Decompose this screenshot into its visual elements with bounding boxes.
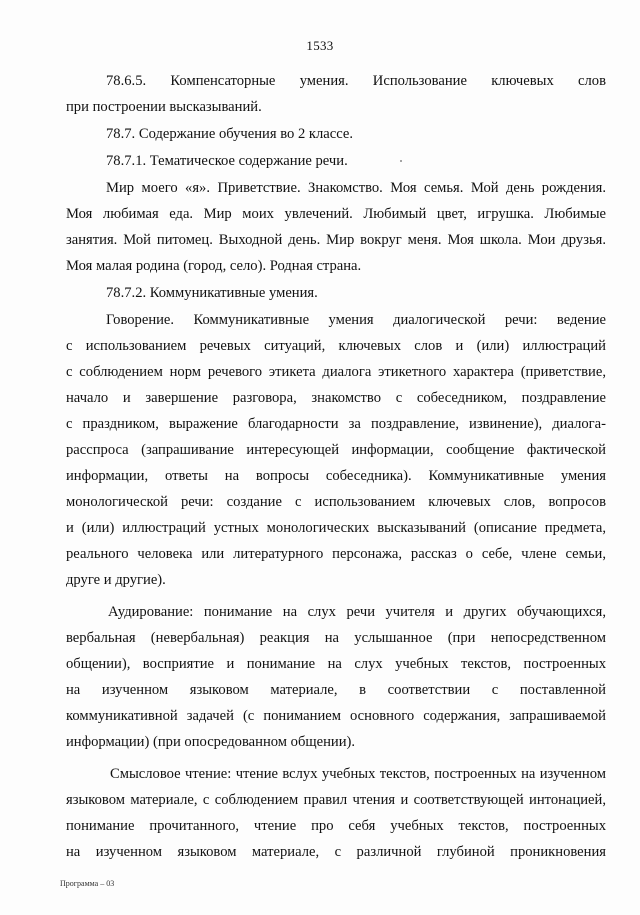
text-line: с соблюдением норм речевого этикета диалога этикетного характера (приветствие, xyxy=(66,364,606,380)
text-line: и (или) иллюстраций устных монологических высказываний (описание предмета, xyxy=(66,520,606,536)
text-line: с использованием речевых ситуаций, ключевых слов и (или) иллюстраций xyxy=(66,338,606,354)
text-line: Аудирование: понимание на слух речи учителя и других обучающихся, xyxy=(108,604,606,620)
text-line: занятия. Мой питомец. Выходной день. Мир вокруг меня. Моя школа. Мои друзья. xyxy=(66,232,606,248)
footer-program-label: Программа – 03 xyxy=(60,879,115,888)
page-number: 1533 xyxy=(306,38,334,53)
text-line: друге и другие). xyxy=(66,572,166,588)
text-line: реального человека или литературного персонажа, рассказ о себе, члене семьи, xyxy=(66,546,606,562)
text-line: информации) (при опосредованном общении). xyxy=(66,734,356,750)
paragraph-listening xyxy=(66,599,606,755)
text-line: расспроса (запрашивание интересующей информации, сообщение фактической xyxy=(66,442,606,458)
text-line: Моя малая родина (город, село). Родная страна. xyxy=(66,258,362,274)
body-text xyxy=(66,68,606,865)
paragraph-thematic-content-heading xyxy=(66,148,606,174)
text-line: с праздником, выражение благодарности за поздравление, извинение), диалога- xyxy=(66,416,606,432)
text-line: Смысловое чтение: чтение вслух учебных текстов, построенных на изученном xyxy=(110,766,606,782)
text-line: коммуникативной задачей (с пониманием основного содержания, запрашиваемой xyxy=(66,708,606,724)
paragraph-reading xyxy=(66,761,606,865)
text-line: монологической речи: создание с использованием ключевых слов, вопросов xyxy=(66,494,606,510)
text-line: начало и завершение разговора, знакомство с собеседником, поздравление xyxy=(66,390,606,406)
text-line: Моя любимая еда. Мир моих увлечений. Любимый цвет, игрушка. Любимые xyxy=(66,206,606,222)
text-line: языковом материале, с соблюдением правил чтения и соответствующей интонацией, xyxy=(66,792,606,808)
text-line: 78.7. Содержание обучения во 2 классе. xyxy=(106,126,354,142)
text-line: вербальная (невербальная) реакция на услышанное (при непосредственном xyxy=(66,630,606,646)
text-line: при построении высказываний. xyxy=(66,99,262,115)
paragraph-communicative-skills-heading xyxy=(66,280,606,306)
text-line: общении), восприятие и понимание на слух учебных текстов, построенных xyxy=(66,656,606,672)
paragraph-grade2-content xyxy=(66,121,606,147)
text-line: понимание прочитанного, чтение про себя учебных текстов, построенных xyxy=(66,818,606,834)
text-line: на изученном языковом материале, с различной глубиной проникновения xyxy=(66,844,606,860)
text-line: 78.7.1. Тематическое содержание речи. xyxy=(106,153,348,169)
paragraph-speaking xyxy=(66,307,606,593)
text-line: 78.7.2. Коммуникативные умения. xyxy=(106,285,318,301)
text-line: Говорение. Коммуникативные умения диалогической речи: ведение xyxy=(106,312,606,328)
text-line: информации, ответы на вопросы собеседника). Коммуникативные умения xyxy=(66,468,606,484)
text-line: на изученном языковом материале, в соответствии с поставленной xyxy=(66,682,606,698)
paragraph-thematic-topics xyxy=(66,175,606,279)
text-line: Мир моего «я». Приветствие. Знакомство. Моя семья. Мой день рождения. xyxy=(106,180,606,196)
text-line: 78.6.5. Компенсаторные умения. Использование ключевых слов xyxy=(106,73,606,89)
paragraph-compensatory-skills xyxy=(66,68,606,120)
